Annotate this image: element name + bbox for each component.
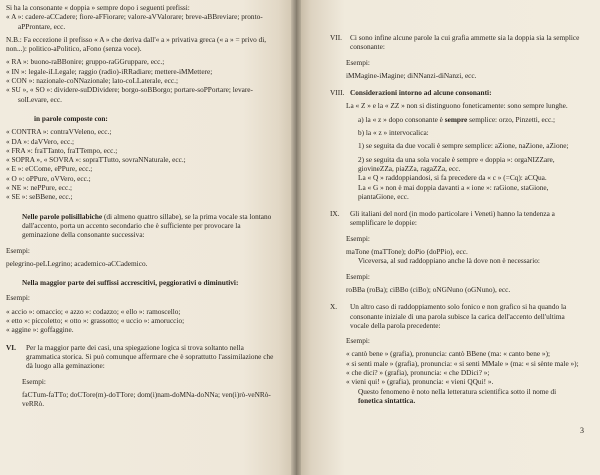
section-number: VI.	[6, 342, 16, 352]
list-item-fra: « FRA »: fraTTanto, fraTTempo, ecc.;	[6, 145, 118, 155]
esempi-x-2: « si senti male » (grafia), pronuncia: « si senti MMale » (ma: « si sènte male »);	[346, 358, 579, 368]
esempi-suffissi-1: « accio »: omaccio; « azzo »: codazzo; « ello »: ramoscello;	[6, 306, 181, 316]
polisillabiche-bold: Nelle parole polisillabiche	[22, 211, 103, 221]
section-x	[330, 302, 582, 330]
right-page	[296, 0, 600, 475]
paragraph-z-zz: La « Z » e la « ZZ » non si distinguono foneticamente: sono sempre lunghe.	[346, 101, 568, 111]
section-vi-text: Per la maggior parte dei casi, una spiegazione logica si trova soltanto nella grammatica storica. Si può comunque affermare che è soprattutto l'assimilazione che dà luogo alla geminazione:	[26, 342, 274, 371]
esempi-ix-3: roBBa (roBa); ciBBo (ciBo); oNGNuno (oGNuno), ecc.	[346, 284, 511, 294]
left-page	[0, 0, 296, 475]
list-item-se: « SE »: seBBene, ecc.;	[6, 192, 73, 202]
esempi-label: Esempi:	[22, 376, 46, 386]
paragraph-g: La « G » non è mai doppia davanti a « ione »: raGione, staGione, piantaGione, ecc.	[358, 182, 549, 201]
esempi-ix-1: maTone (maTTone); doPio (doPPio), ecc.	[346, 247, 468, 257]
paragraph-prefisso-a: « A »: cadere-aCCadere; fiore-aFFiorare; valore-aVValorare; breve-aBBreviare; pronto-aPProntare, ecc.	[6, 12, 263, 31]
list-item-in: « IN »: legale-iLLegale; raggio (radio)-iRRadiare; mettere-iMMettere;	[6, 66, 213, 76]
esempi-label: Esempi:	[346, 336, 370, 346]
list-item-ra: « RA »: buono-raBBonire; gruppo-raGGruppare, ecc.;	[6, 57, 165, 67]
heading-suffissi: Nella maggior parte dei suffissi accrescitivi, peggiorativi o diminutivi:	[22, 278, 239, 288]
paragraph-z-a	[330, 115, 582, 124]
section-number: VIII.	[330, 88, 345, 98]
polisillabiche-rest: (di almeno quattro sillabe), se la prima vocale sta lontano dall'accento, porta un accento secondario che è sufficiente per provocare la geminazione della consonante successiva:	[22, 211, 272, 240]
section-vii-text: Ci sono infine alcune parole la cui grafia ammette sia la doppia sia la semplice consonante:	[350, 33, 580, 52]
esempi-x-4: « vieni qui! » (grafia), pronuncia: « vieni QQui! ».	[346, 377, 494, 387]
section-vii	[330, 33, 582, 52]
esempi-suffissi-2: « etto »: piccoletto; « otto »: grassotto; « uccio »: amoruccio;	[6, 316, 185, 326]
esempi-label: Esempi:	[6, 245, 30, 255]
section-number: VII.	[330, 33, 342, 42]
paragraph-z-b1: 1) se seguita da due vocali è sempre semplice: aZione, naZione, aZione;	[358, 141, 569, 151]
left-page-content	[6, 3, 278, 408]
list-item-sopra: « SOPRA », « SOVRA »: sopraTTutto, sovraNNaturale, ecc.;	[6, 155, 186, 165]
list-item-e: « E »: eCCome, ePPure, ecc.;	[6, 164, 93, 174]
esempi-label: Esempi:	[346, 233, 370, 243]
esempi-label: Esempi:	[346, 57, 370, 67]
list-item-da: « DA »: daVVero, ecc.;	[6, 136, 75, 146]
fonetica-pre: Questo fenomeno è noto nella letteratura scientifica sotto il nome di	[358, 386, 557, 396]
book-gutter-shadow	[291, 0, 301, 475]
paragraph-fonetica-sintattica	[330, 387, 582, 406]
section-ix-text: Gli italiani del nord (in modo particolare i Veneti) hanno la tendenza a semplificare le doppie:	[350, 209, 555, 228]
paragraph-z-b: b) la « z » intervocalica:	[358, 128, 429, 138]
esempi-assimilazione: faCTum-faTTo; doCTore(m)-doTTore; dom(i)nam-doMNa-doNNa; ven(i)rò-veNRò-veRRò.	[22, 389, 271, 409]
paragraph-q: La « Q » raddoppiandosi, si fa precedere da « c » (=Cq): aCQua.	[358, 173, 547, 183]
section-x-text: Un altro caso di raddoppiamento solo fonico e non grafico si ha quando la consonante iniziale di una parola subisce la carica dell'accento dell'ultima vocale della parola precedente:	[350, 302, 567, 330]
esempi-label: Esempi:	[346, 271, 370, 281]
list-item-contra: « CONTRA »: contraVVeleno, ecc.;	[6, 127, 112, 137]
heading-parole-composte: in parole composte con:	[34, 113, 108, 123]
z-a-bold: sempre	[444, 114, 468, 124]
section-viii	[330, 88, 582, 97]
esempi-vii: iMMagine-iMagine; diNNanzi-diNanzi, ecc.	[346, 70, 477, 80]
list-item-o: « O »: oPPure, oVVero, ecc.;	[6, 173, 91, 183]
section-number: X.	[330, 302, 338, 312]
section-number: IX.	[330, 209, 340, 219]
page-number: 3	[580, 426, 584, 435]
z-a-post: semplice: orzo, Pinzetti, ecc.;	[467, 114, 556, 124]
esempi-x-3: « che dici? » (grafia), pronuncia: « che DDici? »;	[346, 368, 490, 378]
section-vi	[6, 343, 278, 371]
fonetica-bold: fonetica sintattica.	[358, 395, 416, 405]
esempi-suffissi-3: « aggine »: goffaggine.	[6, 325, 74, 335]
section-ix	[330, 209, 582, 228]
esempi-polisillabiche: pelegrino-peLLegrino; academico-aCCademico.	[6, 258, 148, 268]
list-item-ne: « NE »: nePPure, ecc.;	[6, 183, 73, 193]
list-item-con: « CON »: nazionale-coNNazionale; lato-coLLaterale, ecc.;	[6, 76, 179, 86]
paragraph-prefissi-intro: Si ha la consonante « doppia » sempre dopo i seguenti prefissi:	[6, 3, 190, 12]
section-viii-title: Considerazioni intorno ad alcune consonanti:	[350, 88, 492, 98]
esempi-ix-2: Viceversa, al sud raddoppiano anche là dove non è necessario:	[358, 256, 540, 266]
esempi-x-1: « cantò bene » (grafia), pronuncia: cantò BBene (ma: « canto bene »);	[346, 349, 551, 359]
paragraph-z-b2: 2) se seguita da una sola vocale è sempre « doppia »: orgaNIZZare, giovineZZa, piaZZa, ragaZZa, ecc.	[358, 154, 555, 173]
paragraph-nota-bene: N.B.: Fa eccezione il prefisso « A » che deriva dall'« a » privativa greca (« a » = privo di, non...): politico-aPolitico, aFono (senza voce).	[6, 34, 267, 54]
list-item-su-so: « SU », « SO »: dividere-suDDividere; borgo-soBBorgo; portare-soPPortare; levare-solLevare, ecc.	[6, 85, 253, 104]
z-a-pre: a) la « z » dopo consonante è	[358, 114, 445, 124]
esempi-label: Esempi:	[6, 293, 30, 303]
right-page-content	[330, 33, 582, 405]
paragraph-polisillabiche	[6, 212, 278, 240]
